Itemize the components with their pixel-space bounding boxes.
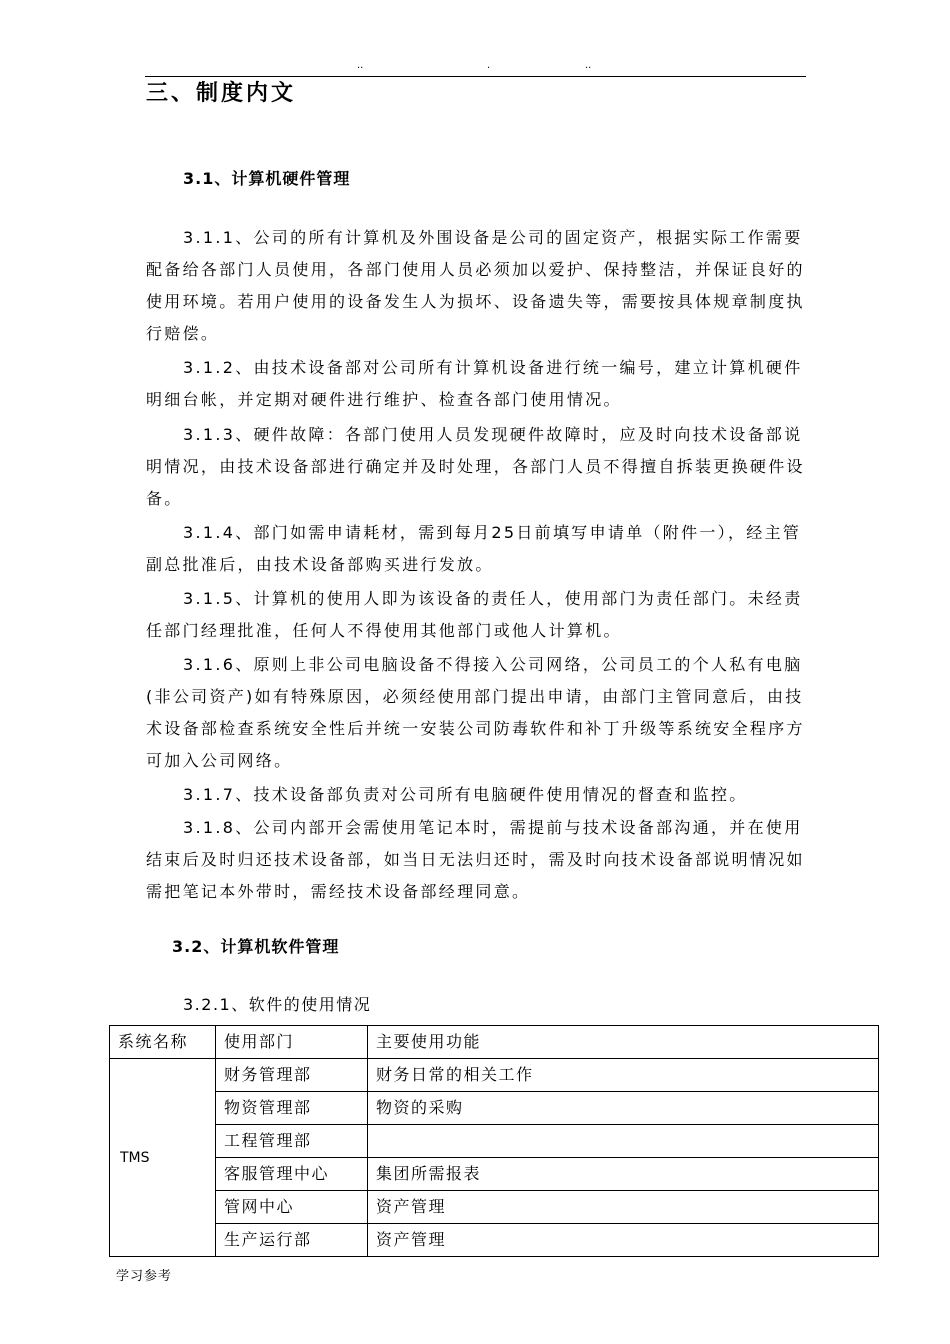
section-title: 三、制度内文 [146,81,297,106]
header-department: 使用部门 [216,1026,368,1059]
department-cell: 客服管理中心 [216,1158,368,1191]
function-cell: 集团所需报表 [368,1158,879,1191]
header-main-function: 主要使用功能 [368,1026,879,1059]
function-cell: 资产管理 [368,1191,879,1224]
function-cell: 物资的采购 [368,1092,879,1125]
header-mark: .. [585,60,592,71]
department-cell: 生产运行部 [216,1224,368,1257]
paragraph-3-1-7: 3.1.7、技术设备部负责对公司所有电脑硬件使用情况的督查和监控。 [183,785,748,804]
subheading-3-2-1: 3.2.1、软件的使用情况 [183,995,372,1014]
function-cell: 财务日常的相关工作 [368,1059,879,1092]
department-cell: 物资管理部 [216,1092,368,1125]
department-cell: 工程管理部 [216,1125,368,1158]
department-cell: 财务管理部 [216,1059,368,1092]
paragraph-3-1-3: 3.1.3、硬件故障：各部门使用人员发现硬件故障时，应及时向技术设备部说明情况，由技术设备部进行确定并及时处理，各部门人员不得擅自拆装更换硬件设备。 [146,425,805,508]
header-system-name: 系统名称 [110,1026,216,1059]
function-cell [368,1125,879,1158]
header-mark: .. [357,60,364,71]
header-rule [145,76,806,77]
heading-3-2: 3.2、计算机软件管理 [172,937,340,956]
paragraph-3-1-4: 3.1.4、部门如需申请耗材，需到每月25日前填写申请单（附件一），经主管副总批准后，由技术设备部购买进行发放。 [146,523,802,574]
table-row [110,1191,879,1224]
paragraph-3-1-8: 3.1.8、公司内部开会需使用笔记本时，需提前与技术设备部沟通，并在使用结束后及时归还技术设备部，如当日无法归还时，需及时向技术设备部说明情况如需把笔记本外带时，需经技术设备部经理同意。 [146,818,805,901]
paragraph-3-1-6: 3.1.6、原则上非公司电脑设备不得接入公司网络，公司员工的个人私有电脑(非公司资产)如有特殊原因，必须经使用部门提出申请，由部门主管同意后，由技术设备部检查系统安全性后并统一安装公司防毒软件和补丁升级等系统安全程序方可加入公司网络。 [146,655,805,770]
system-name-cell: TMS [110,1059,216,1257]
heading-3-1: 3.1、计算机硬件管理 [183,169,351,188]
footer-text: 学习参考 [116,1269,173,1284]
software-usage-table [109,1025,879,1257]
paragraph-3-1-1: 3.1.1、公司的所有计算机及外围设备是公司的固定资产，根据实际工作需要配备给各部门人员使用，各部门使用人员必须加以爱护、保持整洁，并保证良好的使用环境。若用户使用的设备发生人为损坏、设备遗失等，需要按具体规章制度执行赔偿。 [146,228,805,343]
table-row [110,1092,879,1125]
function-cell: 资产管理 [368,1224,879,1257]
paragraph-3-1-5: 3.1.5、计算机的使用人即为该设备的责任人，使用部门为责任部门。未经责任部门经理批准，任何人不得使用其他部门或他人计算机。 [146,589,803,640]
table-row [110,1125,879,1158]
department-cell: 管网中心 [216,1191,368,1224]
header-mark: . [487,60,491,71]
paragraph-3-1-2: 3.1.2、由技术设备部对公司所有计算机设备进行统一编号，建立计算机硬件明细台帐，并定期对硬件进行维护、检查各部门使用情况。 [146,358,803,409]
table-row [110,1158,879,1191]
table-row [110,1224,879,1257]
table-row [110,1059,879,1092]
table-header-row [110,1026,879,1059]
